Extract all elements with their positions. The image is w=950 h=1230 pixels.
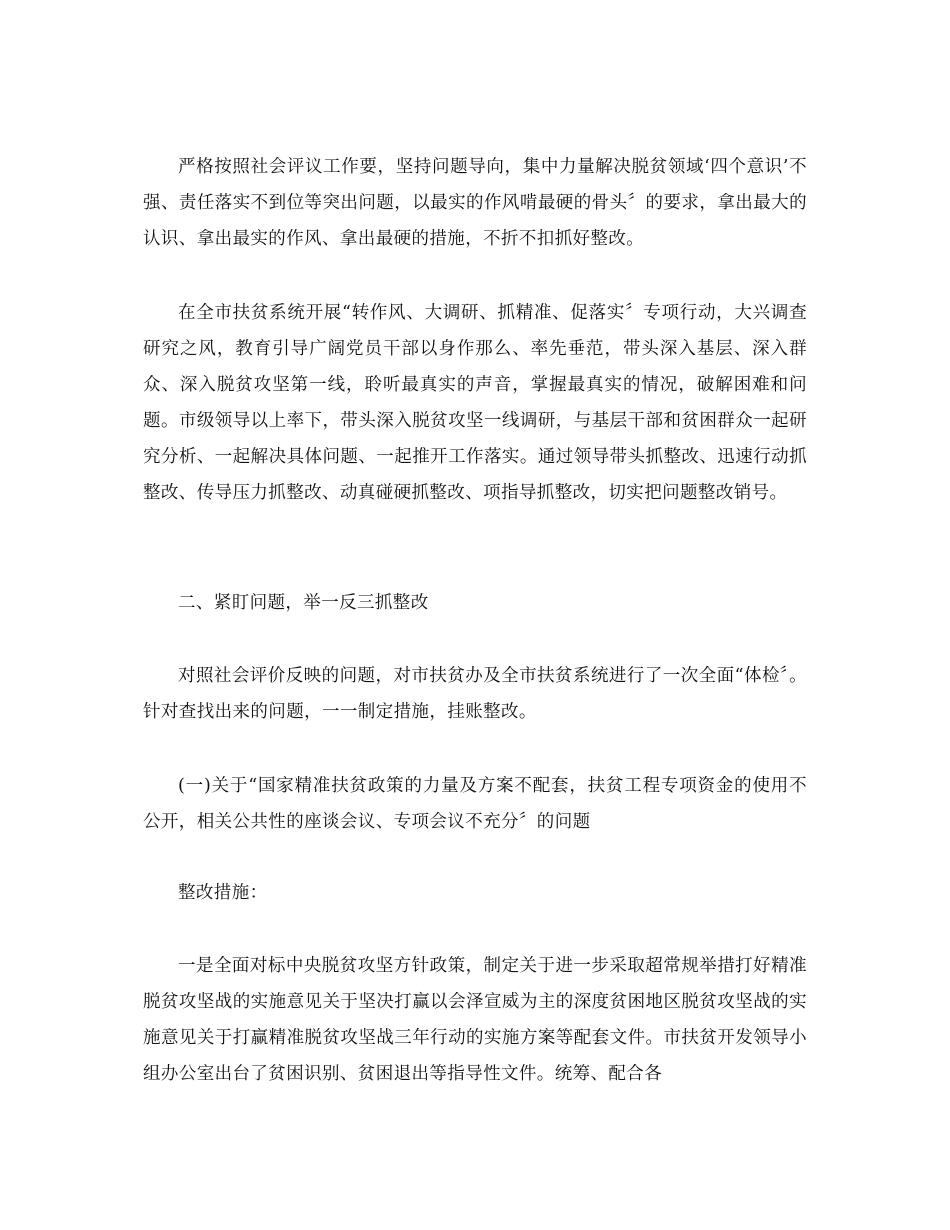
section-heading-2: 二、紧盯问题，举一反三抓整改 (178, 593, 429, 613)
paragraph-rectification-requirements: 严格按照社会评议工作要，坚持问题导向，集中力量解决脱贫领域‘四个意识’不强、责任落实不到位等突出问题，以最实的作风啃最硬的骨头〞的要求，拿出最大的认识、拿出最实的作风、拿出最硬的措施，不折不扣抓好整改。 (143, 157, 807, 249)
paragraph-comprehensive-check: 对照社会评价反映的问题，对市扶贫办及全市扶贫系统进行了一次全面“体检〞。针对查找出来的问题，一一制定措施，挂账整改。 (143, 666, 807, 722)
paragraph-special-action: 在全市扶贫系统开展“转作风、大调研、抓精准、促落实〞专项行动，大兴调查研究之风，教育引导广阔党员干部以身作那么、率先垂范，带头深入基层、深入群众、深入脱贫攻坚第一线，聆听最真实的声音，掌握最真实的情况，破解困难和问题。市级领导以上率下，带头深入脱贫攻坚一线调研，与基层干部和贫困群众一起研究分析、一起解决具体问题、一起推开工作落实。通过领导带头抓整改、迅速行动抓整改、传导压力抓整改、动真碰硬抓整改、项指导抓整改，切实把问题整改销号。 (143, 303, 807, 503)
subsection-heading-1: (一)关于“国家精准扶贫政策的力量及方案不配套，扶贫工程专项资金的使用不公开，相关公共性的座谈会议、专项会议不充分〞的问题 (143, 776, 807, 832)
measures-label: 整改措施： (178, 883, 268, 903)
paragraph-measure-one: 一是全面对标中央脱贫攻坚方针政策，制定关于进一步采取超常规举措打好精准脱贫攻坚战的实施意见关于坚决打赢以会泽宣威为主的深度贫困地区脱贫攻坚战的实施意见关于打赢精准脱贫攻坚战三年行动的实施方案等配套文件。市扶贫开发领导小组办公室出台了贫困识别、贫困退出等指导性文件。统筹、配合各 (143, 956, 807, 1084)
